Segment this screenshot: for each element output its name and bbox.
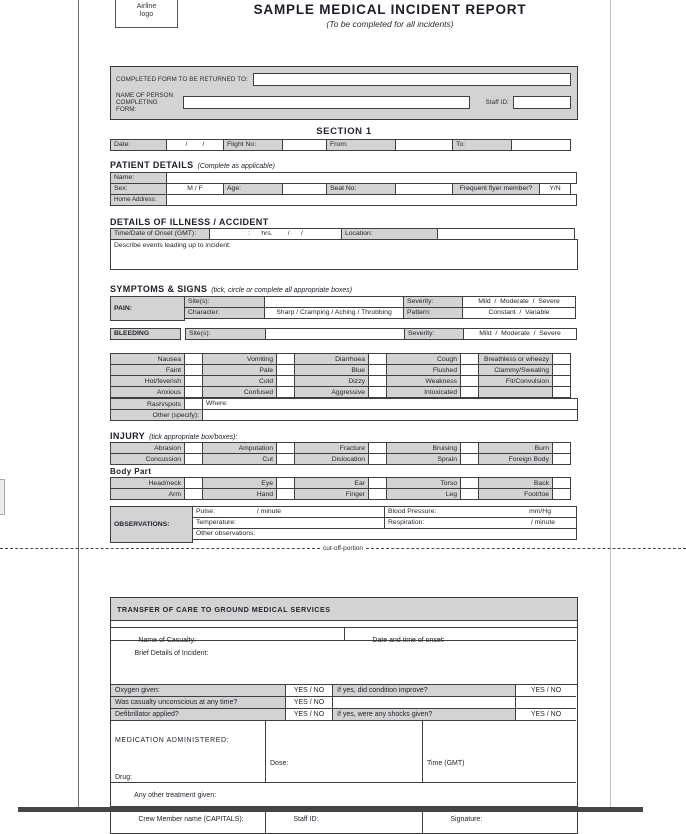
transfer-heading: TRANSFER OF CARE TO GROUND MEDICAL SERVICES — [111, 598, 577, 621]
pulse-unit: / minute — [256, 507, 282, 515]
pain-character-label: Character: — [184, 307, 265, 319]
other-symptom-row — [110, 409, 578, 421]
grid-item-checkbox[interactable] — [184, 386, 203, 398]
pain-label: PAIN: — [110, 296, 185, 321]
date-label: Date: — [110, 139, 167, 151]
other-observations-input[interactable] — [192, 528, 577, 540]
pain-character-row — [184, 307, 578, 319]
returned-to-row — [116, 73, 571, 86]
frequent-flyer-options[interactable]: Y/N — [539, 183, 571, 195]
time-gmt-field[interactable] — [423, 721, 576, 783]
casualty-row — [111, 628, 577, 644]
grid-item-checkbox[interactable] — [552, 453, 571, 465]
returned-to-label: COMPLETED FORM TO BE RETURNED TO: — [116, 76, 248, 83]
grid-item-label: Faint — [110, 364, 185, 376]
rash-where-label: Where: — [206, 399, 228, 407]
pain-pattern-options[interactable]: Constant / Variable — [462, 307, 576, 319]
flight-no-label: Flight No: — [223, 139, 283, 151]
grid-item-label: Pale — [202, 364, 277, 376]
crew-name-label: Crew Member name (CAPITALS): — [138, 816, 244, 823]
pain-pattern-label: Pattern: — [403, 307, 463, 319]
onset-label: Time/Date of Onset (GMT): — [110, 228, 210, 240]
staff-id-input[interactable] — [513, 96, 571, 109]
grid-item-label: Intoxicated — [386, 386, 461, 398]
grid-item-checkbox[interactable] — [368, 488, 387, 500]
oxygen-improve-label: If yes, did condition improve? — [333, 685, 516, 697]
unconscious-label: Was casualty unconscious at any time? — [111, 697, 286, 709]
symptom-grid — [110, 353, 578, 398]
respiration-unit: / minute — [530, 518, 555, 526]
defibrillator-row — [111, 709, 577, 721]
grid-item-label: Flushed — [386, 364, 461, 376]
bleeding-site-input[interactable] — [265, 328, 405, 340]
grid-item-label: Diarrhoea — [294, 353, 369, 365]
grid-item-label: Hand — [202, 488, 277, 500]
grid-item-label: Finger — [294, 488, 369, 500]
grid-item-label: Torso — [386, 477, 461, 489]
bleeding-label: BLEEDING — [110, 328, 181, 340]
grid-item-label: Dizzy — [294, 375, 369, 387]
oxygen-yesno[interactable]: YES / NO — [286, 685, 333, 697]
shocks-label: If yes, were any shocks given? — [333, 709, 516, 721]
patient-name-label: Name: — [110, 172, 167, 184]
signature-label: Signature: — [450, 816, 483, 823]
crew-staff-id-label: Staff ID: — [293, 816, 319, 823]
checkbox-grid-row — [110, 386, 578, 398]
pain-rows — [184, 296, 578, 321]
grid-item-label: Dislocation — [294, 453, 369, 465]
unconscious-blank-cell-2 — [516, 697, 576, 709]
grid-item-checkbox[interactable] — [552, 488, 571, 500]
patient-details-heading — [110, 160, 578, 170]
rash-label: Rash/spots — [110, 398, 185, 410]
bleeding-severity-options[interactable]: Mild / Moderate / Severe — [463, 328, 577, 340]
other-observations-row — [192, 528, 578, 540]
location-label: Location: — [341, 228, 438, 240]
describe-events-label: Describe events leading up to incident: — [114, 242, 231, 249]
respiration-label: Respiration: — [388, 518, 425, 526]
grid-item-label: Ear — [294, 477, 369, 489]
bleeding-row — [110, 328, 578, 340]
grid-item-checkbox[interactable] — [460, 386, 479, 398]
defibrillator-label: Defibrillator applied? — [111, 709, 286, 721]
grid-item-label: Nausea — [110, 353, 185, 365]
frequent-flyer-label: Frequent flyer member? — [452, 183, 540, 195]
transfer-of-care-box — [110, 597, 578, 834]
cut-off-dash-left — [0, 548, 320, 549]
grid-item-label: Arm — [110, 488, 185, 500]
grid-item-label: Vomiting — [202, 353, 277, 365]
grid-item-label: Hot/feverish — [110, 375, 185, 387]
patient-details-table — [110, 172, 578, 206]
grid-item-checkbox[interactable] — [276, 488, 295, 500]
grid-item-checkbox[interactable] — [276, 453, 295, 465]
body-part-heading: Body Part — [110, 467, 152, 476]
completing-form-row — [116, 92, 571, 113]
grid-item-checkbox[interactable] — [276, 386, 295, 398]
home-address-label: Home Address: — [110, 194, 167, 206]
grid-item-label: Breathless or wheezy — [478, 353, 553, 365]
grid-item-label: Leg — [386, 488, 461, 500]
symptoms-heading — [110, 284, 578, 294]
onset-input[interactable]: : hrs. / / — [209, 228, 342, 240]
grid-item-label: Foreign Body — [478, 453, 553, 465]
grid-item-checkbox[interactable] — [368, 453, 387, 465]
grid-item-label: Clammy/Sweating — [478, 364, 553, 376]
completing-form-label-line1: NAME OF PERSON — [116, 92, 174, 99]
to-input[interactable] — [511, 139, 571, 151]
completing-form-label — [116, 92, 179, 113]
checkbox-grid-row — [110, 488, 578, 500]
bottom-window-edge-bar — [18, 807, 643, 812]
grid-item-label: Back — [478, 477, 553, 489]
describe-events-field[interactable] — [110, 239, 578, 270]
temperature-label: Temperature: — [196, 518, 237, 526]
grid-item-checkbox[interactable] — [460, 453, 479, 465]
onset-datetime-input[interactable] — [345, 628, 576, 644]
completing-form-label-line2: COMPLETING FORM: — [116, 99, 158, 113]
grid-item-label: Fracture — [294, 442, 369, 454]
form-header — [110, 0, 578, 33]
staff-id-label: Staff ID: — [485, 99, 509, 106]
symptoms-heading-note: (tick, circle or complete all appropriate boxes) — [211, 287, 353, 294]
unconscious-yesno[interactable]: YES / NO — [286, 697, 333, 709]
other-observations-label: Other observations: — [196, 529, 256, 537]
pain-severity-label: Severity: — [403, 296, 463, 308]
patient-details-heading-text: PATIENT DETAILS — [110, 160, 194, 170]
grid-item-label: Aggressive — [294, 386, 369, 398]
onset-row — [110, 228, 578, 240]
dose-label: Dose: — [270, 760, 289, 767]
time-gmt-label: Time (GMT) — [427, 760, 465, 767]
grid-item-checkbox[interactable] — [184, 453, 203, 465]
dose-field[interactable] — [266, 721, 423, 783]
grid-item-label — [478, 386, 553, 398]
location-input[interactable] — [437, 228, 575, 240]
flight-info-row — [110, 139, 578, 151]
cut-off-label: cut-off-portion — [323, 545, 363, 552]
observations-label: OBSERVATIONS: — [110, 506, 193, 543]
pain-character-options[interactable]: Sharp / Cramping / Aching / Throbbing — [264, 307, 404, 319]
onset-datetime-label: Date and time of onset: — [372, 637, 445, 644]
grid-item-label: Abrasion — [110, 442, 185, 454]
grid-item-label: Sprain — [386, 453, 461, 465]
pain-severity-options[interactable]: Mild / Moderate / Severe — [462, 296, 576, 308]
to-label: To: — [452, 139, 512, 151]
sex-label: Sex: — [110, 183, 167, 195]
other-symptom-label: Other (specify): — [110, 409, 203, 421]
airline-logo-line1: Airline — [136, 2, 157, 10]
medication-row — [111, 721, 577, 783]
home-address-row — [110, 194, 578, 206]
blood-pressure-unit: mm/Hg — [529, 507, 551, 515]
oxygen-row — [111, 685, 577, 697]
bleeding-severity-label: Severity: — [404, 328, 464, 340]
pain-site-label: Site(s): — [184, 296, 265, 308]
grid-item-label: Cut — [202, 453, 277, 465]
grid-item-checkbox[interactable] — [184, 488, 203, 500]
drug-field[interactable] — [111, 721, 266, 783]
grid-item-label: Weakness — [386, 375, 461, 387]
airline-logo-line2: logo — [139, 10, 154, 18]
other-symptom-input[interactable] — [202, 409, 578, 421]
grid-item-label: Fit/Convulsion — [478, 375, 553, 387]
from-input[interactable] — [395, 139, 453, 151]
casualty-name-input[interactable] — [111, 628, 345, 644]
observations-table — [110, 506, 578, 543]
page-title: SAMPLE MEDICAL INCIDENT REPORT — [253, 2, 527, 17]
symptoms-heading-text: SYMPTOMS & SIGNS — [110, 284, 208, 294]
section1-heading: SECTION 1 — [316, 126, 372, 137]
left-edge-partial-element — [0, 479, 5, 515]
brief-details-label: Brief Details of Incident: — [134, 650, 209, 657]
cut-off-dash-right — [366, 548, 686, 549]
unconscious-row — [111, 697, 577, 709]
form-page — [78, 0, 611, 823]
grid-item-label: Anxious — [110, 386, 185, 398]
casualty-name-label: Name of Casualty: — [138, 637, 196, 644]
grid-item-checkbox[interactable] — [552, 386, 571, 398]
oxygen-improve-yesno[interactable]: YES / NO — [516, 685, 576, 697]
grid-item-label: Confused — [202, 386, 277, 398]
flight-no-input[interactable] — [282, 139, 327, 151]
return-to-box — [110, 66, 578, 120]
illness-heading: DETAILS OF ILLNESS / ACCIDENT — [110, 217, 269, 227]
grid-item-label: Blue — [294, 364, 369, 376]
shocks-yesno[interactable]: YES / NO — [516, 709, 576, 721]
pulse-label: Pulse: — [196, 507, 215, 515]
completing-form-input[interactable] — [183, 96, 470, 109]
grid-item-label: Bruising — [386, 442, 461, 454]
grid-item-checkbox[interactable] — [368, 386, 387, 398]
body-part-grid — [110, 477, 578, 500]
age-label: Age: — [223, 183, 283, 195]
form-content — [110, 0, 578, 834]
grid-item-label: Head/neck — [110, 477, 185, 489]
seat-no-label: Seat No: — [326, 183, 396, 195]
other-treatment-label: Any other treatment given: — [134, 792, 217, 799]
airline-logo — [115, 0, 178, 28]
brief-details-field[interactable] — [111, 641, 577, 685]
grid-item-label: Amputation — [202, 442, 277, 454]
grid-item-label: Foot/toe — [478, 488, 553, 500]
grid-item-checkbox[interactable] — [460, 488, 479, 500]
injury-grid — [110, 442, 578, 465]
defibrillator-yesno[interactable]: YES / NO — [286, 709, 333, 721]
unconscious-blank-cell — [333, 697, 516, 709]
bleeding-site-label: Site(s): — [185, 328, 266, 340]
checkbox-grid-row — [110, 453, 578, 465]
from-label: From: — [326, 139, 396, 151]
blood-pressure-label: Blood Pressure: — [388, 507, 437, 515]
injury-heading — [110, 431, 578, 441]
cut-off-line — [0, 545, 686, 552]
home-address-input[interactable] — [166, 194, 577, 206]
grid-item-label: Cold — [202, 375, 277, 387]
drug-label: Drug: — [115, 774, 133, 781]
returned-to-input[interactable] — [253, 73, 571, 86]
pain-table — [110, 296, 578, 321]
grid-item-label: Cough — [386, 353, 461, 365]
date-input[interactable]: / / — [166, 139, 224, 151]
grid-item-label: Concussion — [110, 453, 185, 465]
injury-heading-text: INJURY — [110, 431, 146, 441]
transfer-spacer-row — [111, 621, 577, 628]
medication-heading: MEDICATION ADMINISTERED: — [115, 737, 230, 744]
grid-item-label: Eye — [202, 477, 277, 489]
observations-rows — [192, 506, 578, 543]
oxygen-label: Oxygen given: — [111, 685, 286, 697]
injury-heading-note: (tick appropriate box/boxes): — [149, 434, 238, 441]
page-subtitle: (To be completed for all incidents) — [326, 19, 454, 29]
grid-item-label: Burn — [478, 442, 553, 454]
patient-details-heading-note: (Complete as applicable) — [197, 163, 275, 170]
sex-options[interactable]: M / F — [166, 183, 224, 195]
